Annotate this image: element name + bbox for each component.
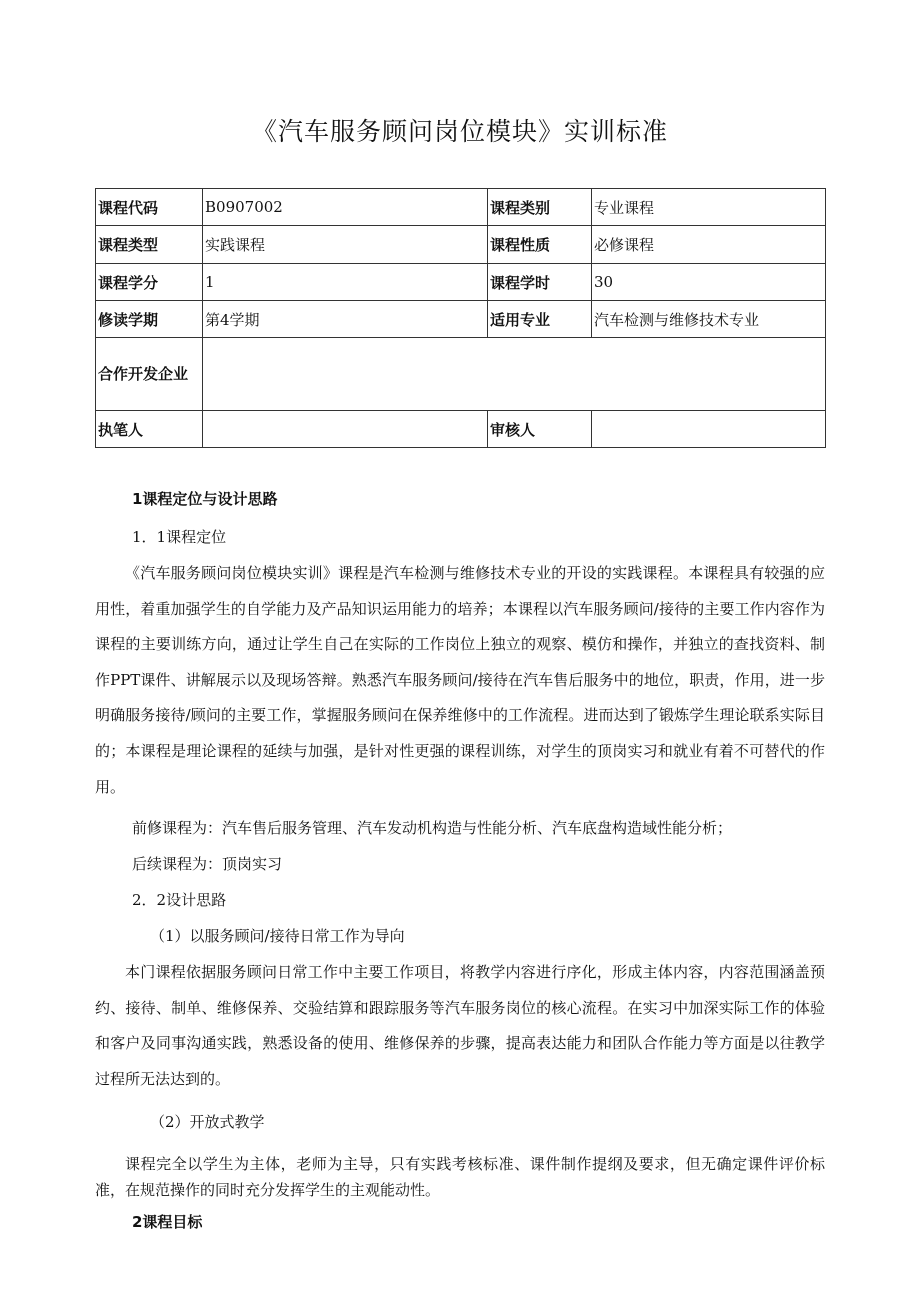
section-1-2-heading: 2．2设计思路	[132, 891, 227, 909]
course-type-value: 实践课程	[203, 226, 488, 264]
item-2-paragraph: 课程完全以学生为主体，老师为主导，只有实践考核标准、课件制作提纲及要求，但无确定课件评价标准，在规范操作的同时充分发挥学生的主观能动性。	[95, 1155, 825, 1199]
followup-courses: 后续课程为：顶岗实习	[132, 855, 283, 873]
section-1-1-heading: 1．1课程定位	[132, 528, 227, 546]
course-code-value: B0907002	[203, 189, 488, 226]
table-row	[96, 338, 826, 411]
course-nature-value: 必修课程	[592, 226, 826, 264]
partner-value	[203, 338, 826, 411]
page-title: 《汽车服务顾问岗位模块》实训标准	[251, 117, 668, 146]
major-value: 汽车检测与维修技术专业	[592, 301, 826, 338]
semester-label: 修读学期	[96, 301, 203, 338]
course-category-value: 专业课程	[592, 189, 826, 226]
item-1-heading: （1）以服务顾问/接待日常工作为导向	[150, 927, 405, 945]
course-code-label: 课程代码	[96, 189, 203, 226]
section-1-heading: 1课程定位与设计思路	[132, 490, 278, 508]
hours-value: 30	[592, 264, 826, 301]
course-nature-label: 课程性质	[488, 226, 592, 264]
item-2-heading: （2）开放式教学	[150, 1113, 265, 1131]
section-1-1-paragraph: 《汽车服务顾问岗位模块实训》课程是汽车检测与维修技术专业的开设的实践课程。本课程具有较强的应用性，着重加强学生的自学能力及产品知识运用能力的培养；本课程以汽车服务顾问/接待的主要工作内容作为课程的主要训练方向，通过让学生自己在实际的工作岗位上独立的观察、模仿和操作，并独立的查找资料、制作PPT课件、讲解展示以及现场答辩。熟悉汽车服务顾问/接待在汽车售后服务中的地位，职责，作用，进一步明确服务接待/顾问的主要工作，掌握服务顾问在保养维修中的工作流程。进而达到了锻炼学生理论联系实际目的；本课程是理论课程的延续与加强，是针对性更强的课程训练，对学生的顶岗实习和就业有着不可替代的作用。	[95, 564, 825, 796]
author-value	[203, 411, 488, 448]
section-2-heading: 2课程目标	[132, 1213, 203, 1231]
prerequisite-courses: 前修课程为：汽车售后服务管理、汽车发动机构造与性能分析、汽车底盘构造域性能分析；	[132, 819, 733, 837]
course-category-label: 课程类别	[488, 189, 592, 226]
course-info-table	[95, 188, 826, 448]
hours-label: 课程学时	[488, 264, 592, 301]
item-1-paragraph: 本门课程依据服务顾问日常工作中主要工作项目，将教学内容进行序化，形成主体内容，内容范围涵盖预约、接待、制单、维修保养、交验结算和跟踪服务等汽车服务岗位的核心流程。在实习中加深实际工作的体验和客户及同事沟通实践，熟悉设备的使用、维修保养的步骤，提高表达能力和团队合作能力等方面是以往教学过程所无法达到的。	[95, 963, 825, 1088]
table-row	[96, 189, 826, 226]
credits-value: 1	[203, 264, 488, 301]
table-row	[96, 411, 826, 448]
semester-value: 第4学期	[203, 301, 488, 338]
reviewer-value	[592, 411, 826, 448]
table-row	[96, 301, 826, 338]
partner-label: 合作开发企业	[96, 338, 203, 411]
course-type-label: 课程类型	[96, 226, 203, 264]
table-row	[96, 226, 826, 264]
credits-label: 课程学分	[96, 264, 203, 301]
major-label: 适用专业	[488, 301, 592, 338]
reviewer-label: 审核人	[488, 411, 592, 448]
author-label: 执笔人	[96, 411, 203, 448]
table-row	[96, 264, 826, 301]
